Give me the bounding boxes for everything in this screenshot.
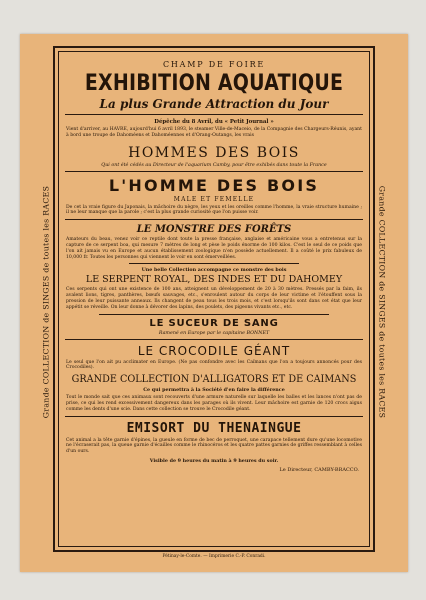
poster-title: EXHIBITION AQUATIQUE: [84, 70, 344, 96]
emisort-text: Cet animal a la tête garnie d'épines, la gueule en forme de bec de perroquet, une carapace tellement dure qu'une locomotive ne l'écraserait pas, la queue garnie d'écailles comme le rhinocéros et les quatre pattes garnies de griffes ressemblant à celles d'un ours.: [66, 437, 362, 455]
divider: [99, 314, 329, 315]
homme-title: L'HOMME DES BOIS: [108, 175, 320, 195]
emisort-title: EMISORT DU THENAINGUE: [126, 420, 302, 436]
serpent-title: LE SERPENT ROYAL, DES INDES ET DU DAHOMEY: [85, 274, 343, 286]
suceur-caption: Ramené en Europe par le capitaine BONNET: [158, 330, 270, 336]
divider: [65, 339, 363, 340]
hommes-caption: Qui ont été cédés au Directeur de l'aquarium Camby, pour être exhibés dans toute la France: [101, 162, 327, 168]
poster-sheet: [20, 34, 408, 572]
homme-subtitle: MALE ET FEMELLE: [173, 195, 255, 203]
poster-body: [58, 51, 370, 547]
homme-text: De cet la vraie figure du Japonais, la mâchoire du nègre, les yeux et les oreilles comme l'homme, la vraie structure humaine ; il ne leur manque que la parole ; c'est la plus grande curiosité que l'on puisse voir.: [66, 204, 362, 216]
divider: [65, 171, 363, 172]
side-text-left: Grande COLLECTION de SINGES de toutes les RACES: [41, 185, 51, 419]
director-signature: Le Directeur, CAMBY-BRACCO.: [279, 466, 359, 473]
opening-hours: Visible de 9 heures du matin à 9 heures du soir.: [149, 457, 279, 464]
divider: [65, 114, 363, 115]
crocodile-title: LE CROCODILE GÉANT: [137, 343, 291, 358]
poster-frame: [53, 46, 375, 552]
divider: [129, 263, 299, 264]
alligators-intro: Ce qui permettra à la Société d'en faire la différence: [143, 387, 285, 394]
dispatch-text: Vient d'arriver, au HAVRE, aujourd'hui 6 avril 1893, le steamer Ville-de-Maceio, de la Compagnie des Chargeurs-Réunis, ayant à bord une troupe de Dahoméens et Dahoméennes et d'Orang-Outangs, les vrais: [66, 127, 362, 138]
monstre-text: Amateurs du beau, venez voir ce reptile dont toute la presse française, anglaise et américaine vous a entretenus sur la capture de ce serpent boa, qui mesure 7 mètres de long et pèse le poids énorme de 100 kilos. C'est le seul de ce poids que l'on ait jamais vu en Europe et aucun établissement zoologique n'en possède actuellement. Il a coûté le prix fabuleux de 10,000 fr. Toutes les personnes qui viennent le voir en sont émerveillées.: [66, 237, 362, 260]
tagline: La plus Grande Attraction du Jour: [99, 97, 329, 111]
serpent-text: Ces serpents qui ont une existence de 100 ans, atteignent un développement de 20 à 30 mètres. Pressés par la faim, ils avalent lions, tigres, panthères, bœufs sauvages, etc., s'enroulent autour du corps de leur victime et l'étouffent sous la pression de leur puissante anneaux. Ils changent de peau tous les trois mois, et c'est lorsqu'ils sont dans cet état que leur appétit se réveille. On leur donne à dévorer des lapins, des poulets, des pigeons vivants etc., etc.: [66, 287, 362, 310]
alligators-text: Tout le monde sait que ces animaux sont recouverts d'une armure naturelle sur laquelle les balles et les lances n'ont pas de prise, ce qui les rend excessivement dangereux dans les parages où ils vivent. Leur mâchoire est garnie de 120 crocs aigus comme les dents d'une scie. Dans cette collection se trouve le Crocodile géant.: [66, 395, 362, 412]
hommes-title: HOMMES DES BOIS: [128, 144, 300, 161]
alligators-title: GRANDE COLLECTION D'ALLIGATORS ET DE CAIMANS: [71, 373, 357, 386]
divider: [65, 219, 363, 220]
side-text-right: Grande COLLECTION de SINGES de toutes les RACES: [377, 185, 387, 419]
suceur-title: LE SUCEUR DE SANG: [149, 317, 279, 329]
dispatch-heading: Dépêche du 8 Avril, du « Petit Journal »: [154, 119, 274, 125]
serpent-intro: Une belle Collection accompagne ce monstre des bois: [141, 267, 287, 274]
divider: [65, 416, 363, 417]
monstre-title: LE MONSTRE DES FORÊTS: [136, 224, 292, 236]
crocodile-text: Le seul que l'on ait pu acclimater en Europe. (Ne pas confondre avec les Caïmans que l'on a toujours annoncés pour des Crocodiles).: [66, 359, 362, 371]
printer-credit: Pétinay-le-Comte. — Imprimerie C.-P. Conradi.: [162, 554, 266, 559]
kicker: CHAMP DE FOIRE: [162, 60, 266, 69]
